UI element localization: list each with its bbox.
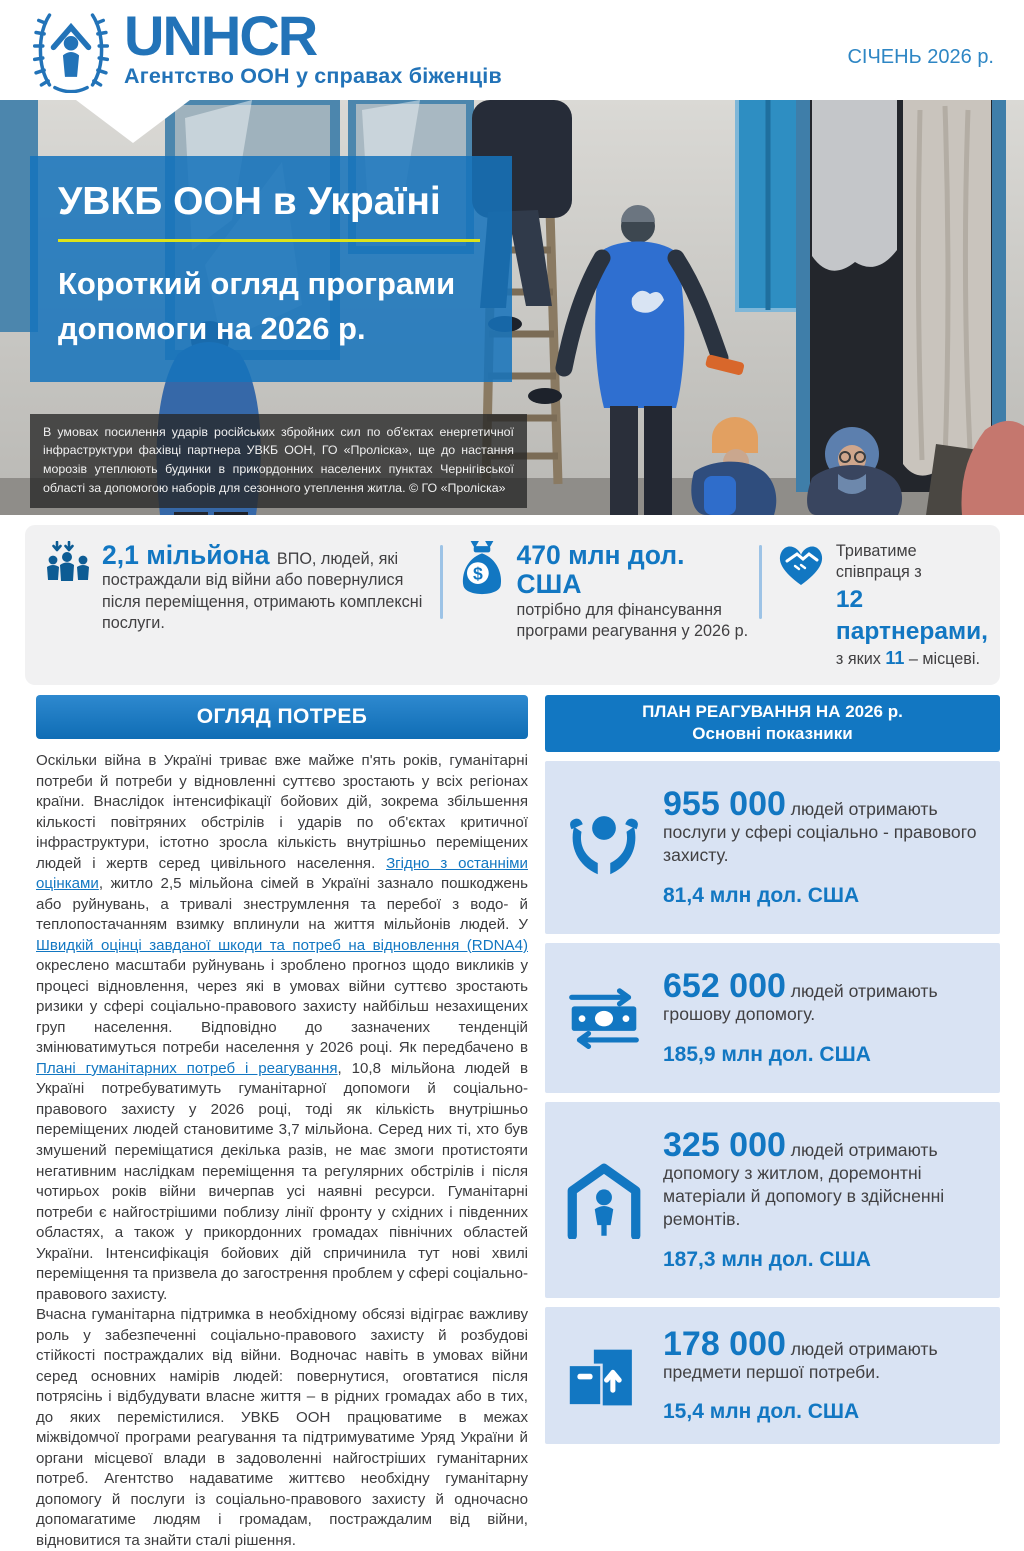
needs-column xyxy=(36,695,528,1551)
inline-link[interactable]: Швидкій оцінці завданої шкоди та потреб на відновлення (RDNA4) xyxy=(36,936,528,954)
stat-partners xyxy=(775,541,988,671)
plan-card-cash-amount: 185,9 млн дол. США xyxy=(663,1042,871,1066)
protection-hands-icon xyxy=(564,811,644,885)
stat-funding xyxy=(456,541,749,643)
key-stats-band xyxy=(25,525,1000,685)
plan-heading xyxy=(545,695,1000,752)
plan-column xyxy=(545,695,1000,1444)
hero-photo xyxy=(0,100,1024,515)
yellow-divider xyxy=(58,239,480,242)
stat-idp xyxy=(45,541,430,635)
shelter-icon xyxy=(563,1161,645,1239)
unhcr-wordmark: UNHCR xyxy=(124,4,317,68)
plan-heading-line1: ПЛАН РЕАГУВАННЯ НА 2026 р. xyxy=(642,702,903,722)
hero-subtitle xyxy=(58,262,484,352)
plan-card-protection-amount: 81,4 млн дол. США xyxy=(663,884,860,908)
doorway xyxy=(796,100,1006,492)
header-notch xyxy=(76,100,190,143)
hero-subtitle-line1: Короткий огляд програми xyxy=(58,265,456,301)
stats-divider-2 xyxy=(759,545,762,619)
plan-heading-line2: Основні показники xyxy=(692,724,853,744)
stat-funding-text: 470 млн дол. США потрібно для фінансування програми реагування у 2026 р. xyxy=(516,540,749,641)
header xyxy=(0,0,1024,100)
hero-title-box xyxy=(30,156,512,382)
stat-idp-text: 2,1 мільйона ВПО, людей, які постраждали від війни або повернулися після переміщення, отримають комплексні послуги. xyxy=(102,540,423,633)
relief-items-icon xyxy=(566,1344,642,1406)
unhcr-logo xyxy=(28,4,502,93)
money-bag-icon xyxy=(456,541,508,599)
issue-date: СІЧЕНЬ 2026 р. xyxy=(847,45,994,68)
plan-card-protection xyxy=(545,761,1000,934)
blue-window xyxy=(737,100,799,310)
needs-paragraph-1: Оскільки війна в Україні триває вже майже п'ять років, гуманітарні потреби й потреби у відновленні суттєво зростають у всіх регіонах країни. Внаслідок інтенсифікації бойових дій, зокрема збільшення кількості повітряних обстрілів і ударів по об'єктах критичної інфраструктури, істотно зросла кількість внутрішньо переміщених людей і жертв серед цивільного населення. Згідно з останніми оцінками, житло 2,5 мільйона сімей в Україні зазнало пошкоджень або руйнувань, а тривалі знеструмлення та перебої з водо- й теплопостачанням взимку вплинули на життя мільйонів людей. У Швидкій оцінці завданої шкоди та потреб на відновлення (RDNA4) окреслено масштаби руйнувань і зроблено прогноз щодо викликів у процесі відновлення, через які в умовах війни суттєво зростають ризики у сфері соціально-правового захисту найбільш незахищених груп населення. Відповідно до зазначених тенденцій змінюватимуться потреби населення у 2026 році. Як передбачено в Плані гуманітарних потреб і реагування, 10,8 мільйона людей в Україні потребуватимуть гуманітарної допомоги й соціально-правового захисту у 2026 році, тоді як кількість внутрішньо переміщених людей становитиме 3,7 мільйона. Серед них ті, хто був змушений переміщатися декілька разів, не має змоги протистояти негативним наслідкам переміщення та регулярних обстрілів і після чотирьох років війни вичерпав усі наявні ресурси. Гуманітарні потреби є найгострішими поблизу лінії фронту у східних і південних областях, а також у прикордонних громадах північних областей України. Інтенсифікація бойових дій спричинила тут нові хвилі переміщення та призвела до загострення проблем у сфері соціально-правового захисту. xyxy=(36,752,529,1303)
logo-text xyxy=(124,4,502,88)
svg-text:$: $ xyxy=(472,563,483,584)
plan-card-cash xyxy=(545,943,1000,1093)
stat-partners-text: Триватиме співпраця з 12 партнерами, з яких 11 – місцеві. xyxy=(835,542,988,669)
plan-card-relief-items-text: 178 000 людей отримають предмети першої потреби. xyxy=(663,1324,938,1382)
stats-divider-1 xyxy=(440,545,443,619)
handshake-heart-icon xyxy=(775,541,827,587)
main-content xyxy=(36,695,1000,1551)
idp-people-icon xyxy=(45,541,93,593)
hero-subtitle-line2: допомоги на 2026 р. xyxy=(58,310,366,346)
cash-assistance-icon xyxy=(563,987,645,1049)
plan-card-shelter xyxy=(545,1102,1000,1298)
unhcr-emblem-icon xyxy=(28,7,114,93)
inline-link[interactable]: Згідно з останніми оцінками xyxy=(36,854,528,893)
plan-card-relief-items xyxy=(545,1307,1000,1445)
lace-curtain xyxy=(812,100,897,271)
needs-paragraph-2: Вчасна гуманітарна підтримка в необхідному обсязі відіграє важливу роль у забезпеченні соціально-правового захисту й розбудові стійкості постраждалих від війни. Водночас навіть в умовах війни серед основних намірів людей: повернутися, оговтатися після потрясінь і відбудувати власне життя – в рідних громадах або в тих, до яких перемістилися. УВКБ ООН працюватиме в межах міжвідомчої програми реагування та підтримуватиме Уряд України й органи місцевої влади в задоволенні найгостріших гуманітарних потреб. Агентство надаватиме життєво необхідну гуманітарну допомогу й послуги із соціально-правового захисту й одночасно допомагатиме людям і громадам, постраждалим від війни, відновитися та знайти сталі рішення. xyxy=(36,1306,528,1549)
photo-caption: В умовах посилення ударів російських збройних сил по об'єктах енергетичної інфраструктури фахівці партнера УВКБ ООН, ГО «Проліска», ще до настання морозів утеплюють будинки в прикордонних населених пунктах Чернігівської області за допомогою наборів для сезонного утеплення житла. © ГО «Проліска» xyxy=(30,414,527,508)
plan-card-shelter-amount: 187,3 млн дол. США xyxy=(663,1247,871,1271)
plan-card-cash-text: 652 000 людей отримають грошову допомогу. xyxy=(663,967,938,1025)
unhcr-tagline: Агентство ООН у справах біженців xyxy=(124,63,502,88)
plan-card-protection-text: 955 000 людей отримають послуги у сфері соціально - правового захисту. xyxy=(663,785,977,866)
plan-card-relief-items-amount: 15,4 млн дол. США xyxy=(663,1400,860,1424)
inline-link[interactable]: Плані гуманітарних потреб і реагування xyxy=(36,1059,338,1077)
needs-heading: ОГЛЯД ПОТРЕБ xyxy=(36,695,528,739)
plan-card-shelter-text: 325 000 людей отримають допомогу з житлом, доремонтні матеріали й допомогу в здійсненні ремонтів. xyxy=(663,1125,945,1229)
hero-title: УВКБ ООН в Україні xyxy=(58,180,441,223)
